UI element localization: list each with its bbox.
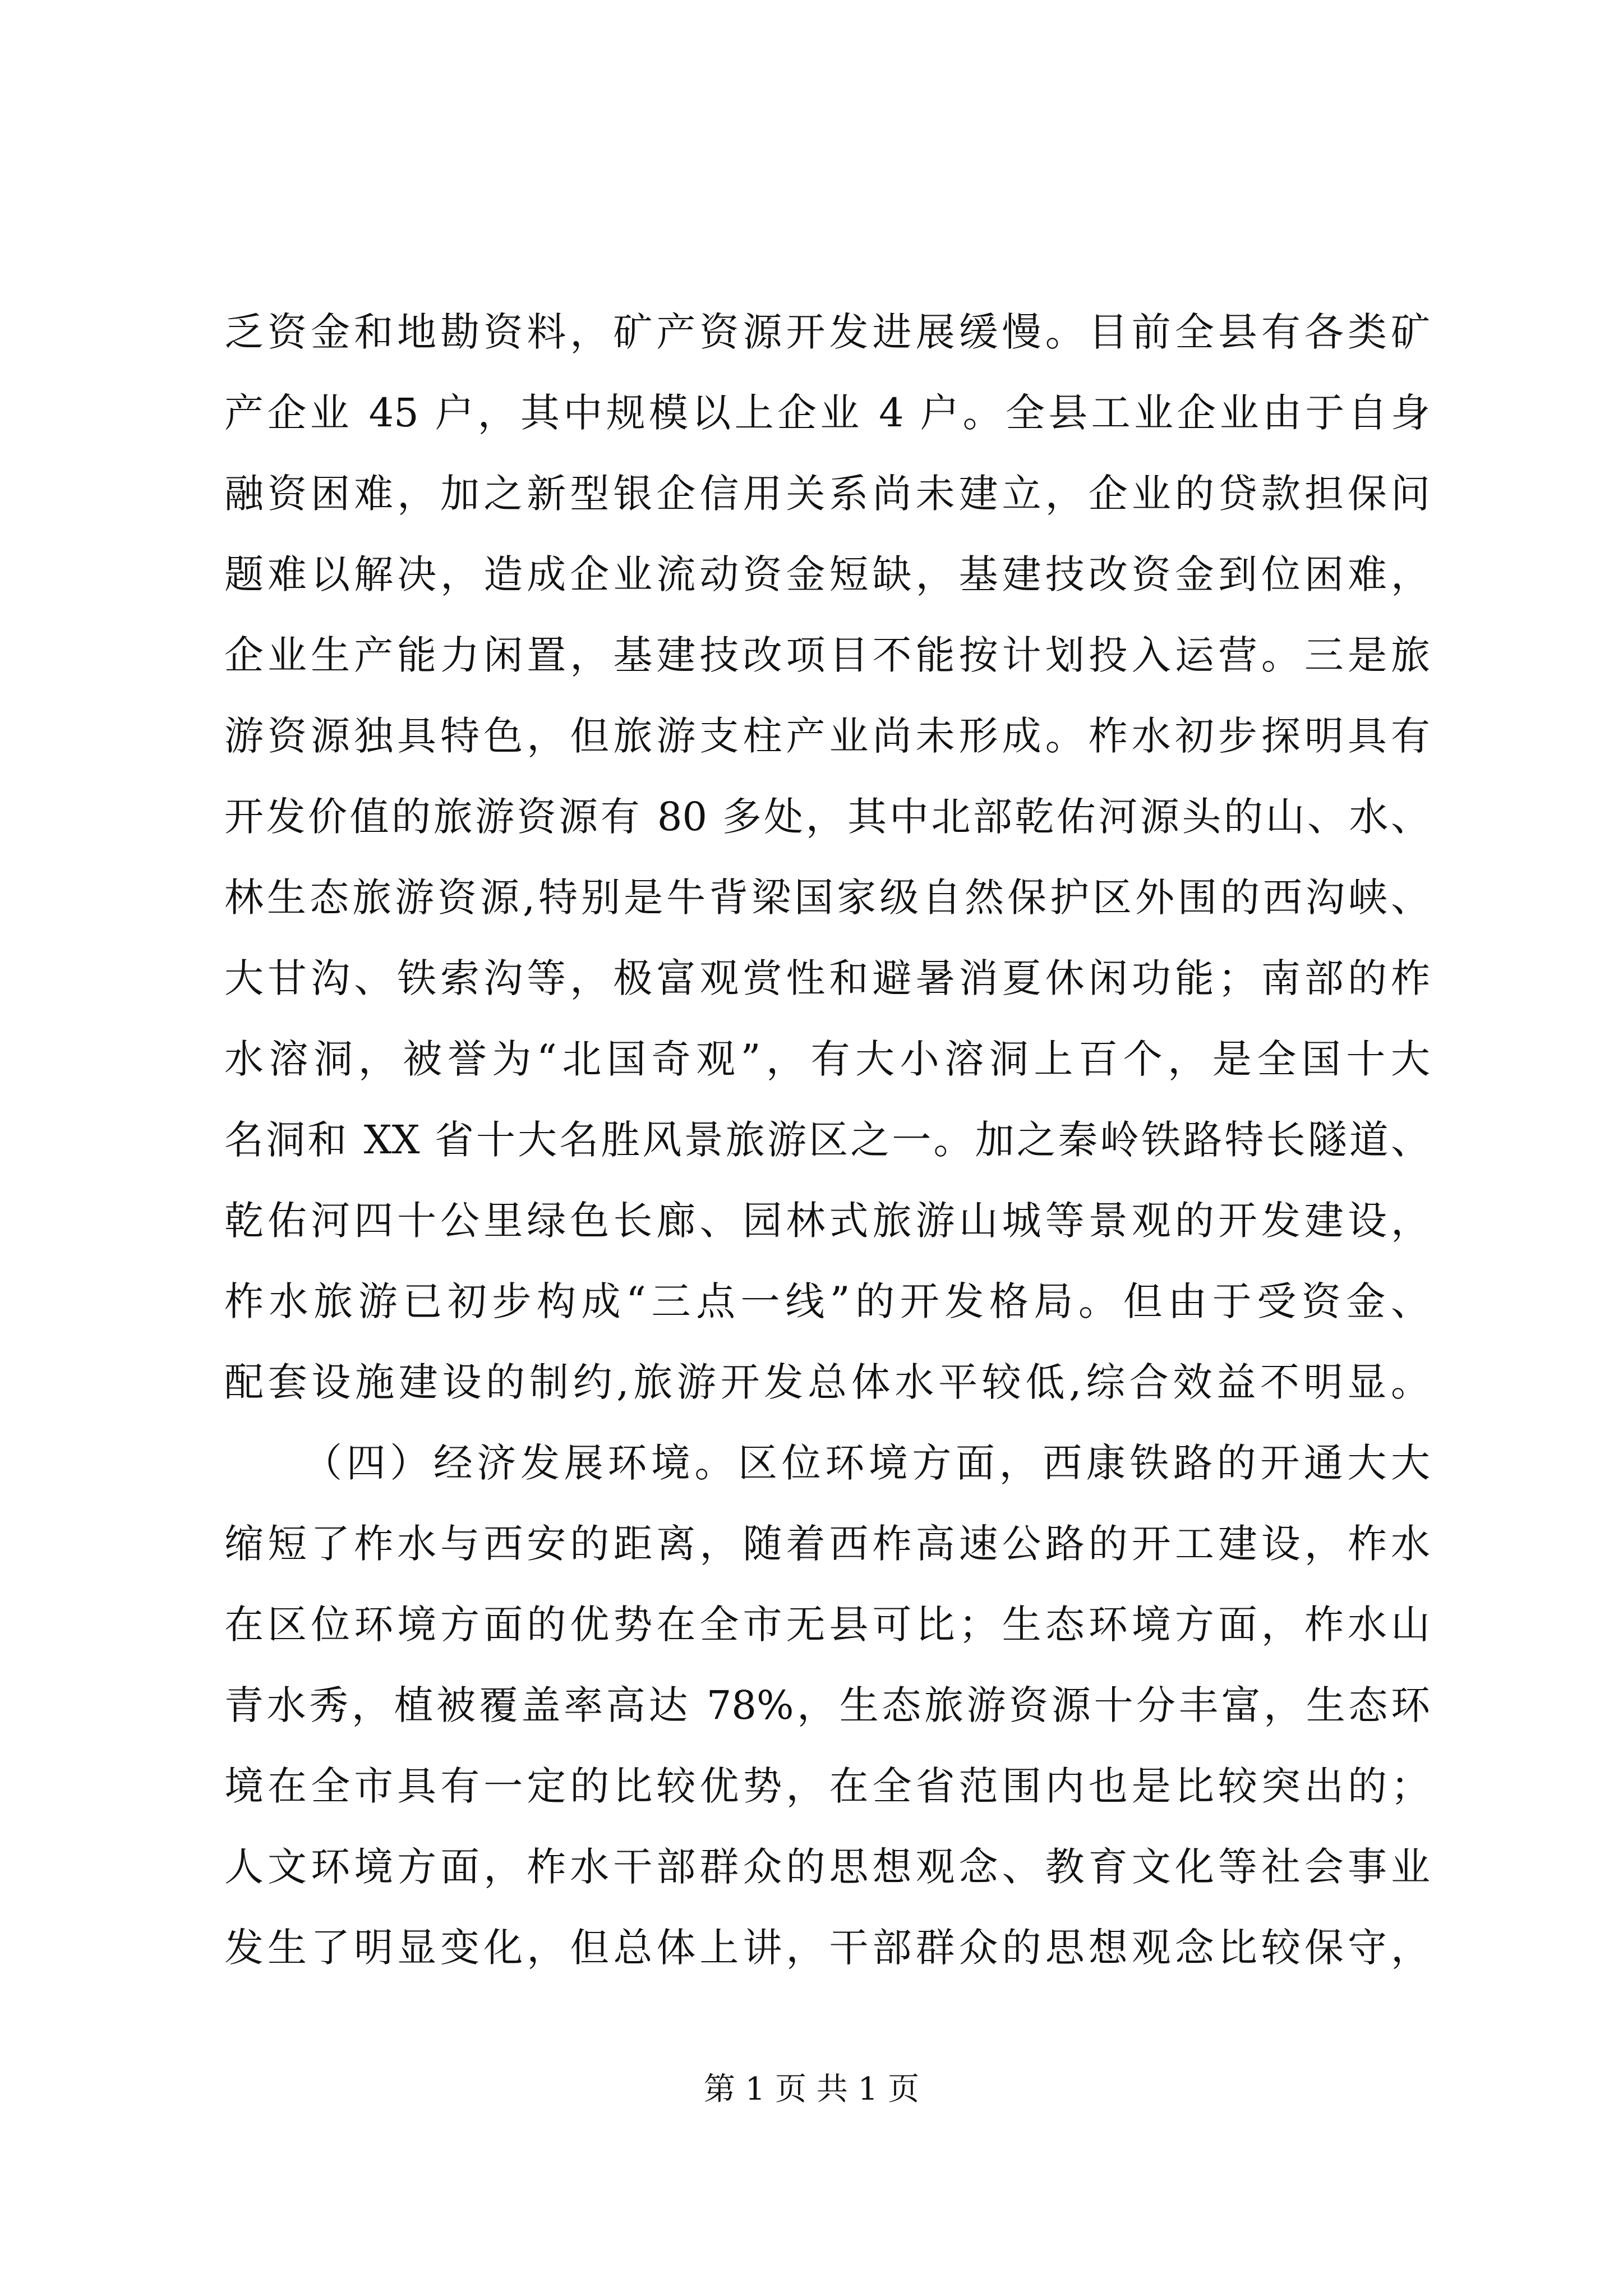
text-line: 融资困难，加之新型银企信用关系尚未建立，企业的贷款担保问: [224, 471, 1430, 517]
text-line: 配套设施建设的制约,旅游开发总体水平较低,综合效益不明显。: [224, 1359, 1430, 1405]
text-line: 缩短了柞水与西安的距离，随着西柞高速公路的开工建设，柞水: [224, 1521, 1430, 1567]
paragraph-2: [224, 1423, 1430, 1988]
text-line: 乏资金和地勘资料，矿产资源开发进展缓慢。目前全县有各类矿: [224, 309, 1430, 355]
text-line: 游资源独具特色，但旅游支柱产业尚未形成。柞水初步探明具有: [224, 713, 1430, 759]
text-line: 大甘沟、铁索沟等，极富观赏性和避暑消夏休闲功能；南部的柞: [224, 955, 1430, 1001]
text-line: 题难以解决，造成企业流动资金短缺，基建技改资金到位困难，: [224, 551, 1430, 597]
text-line: 青水秀，植被覆盖率高达 78%，生态旅游资源十分丰富，生态环: [224, 1682, 1430, 1728]
paragraph-1: [224, 292, 1430, 1423]
text-line: 乾佑河四十公里绿色长廊、园林式旅游山城等景观的开发建设，: [224, 1198, 1430, 1244]
text-line: 柞水旅游已初步构成“三点一线”的开发格局。但由于受资金、: [224, 1278, 1430, 1324]
text-line: 在区位环境方面的优势在全市无县可比；生态环境方面，柞水山: [224, 1602, 1430, 1648]
page-number-footer: 第 1 页 共 1 页: [703, 2071, 920, 2108]
text-line: 境在全市具有一定的比较优势，在全省范围内也是比较突出的；: [224, 1763, 1430, 1809]
body-text: [224, 292, 1430, 1988]
text-line: 林生态旅游资源,特别是牛背梁国家级自然保护区外围的西沟峡、: [224, 875, 1430, 921]
text-line: 名洞和 XX 省十大名胜风景旅游区之一。加之秦岭铁路特长隧道、: [224, 1117, 1430, 1163]
text-line: （四）经济发展环境。区位环境方面，西康铁路的开通大大: [303, 1440, 1430, 1486]
text-line: 水溶洞，被誉为“北国奇观”，有大小溶洞上百个，是全国十大: [224, 1036, 1430, 1082]
text-line: 产企业 45 户，其中规模以上企业 4 户。全县工业企业由于自身: [224, 390, 1430, 436]
text-line: 人文环境方面，柞水干部群众的思想观念、教育文化等社会事业: [224, 1844, 1430, 1890]
text-line: 开发价值的旅游资源有 80 多处，其中北部乾佑河源头的山、水、: [224, 794, 1430, 840]
text-line: 企业生产能力闲置，基建技改项目不能按计划投入运营。三是旅: [224, 632, 1430, 678]
text-line: 发生了明显变化，但总体上讲，干部群众的思想观念比较保守，: [224, 1925, 1430, 1971]
